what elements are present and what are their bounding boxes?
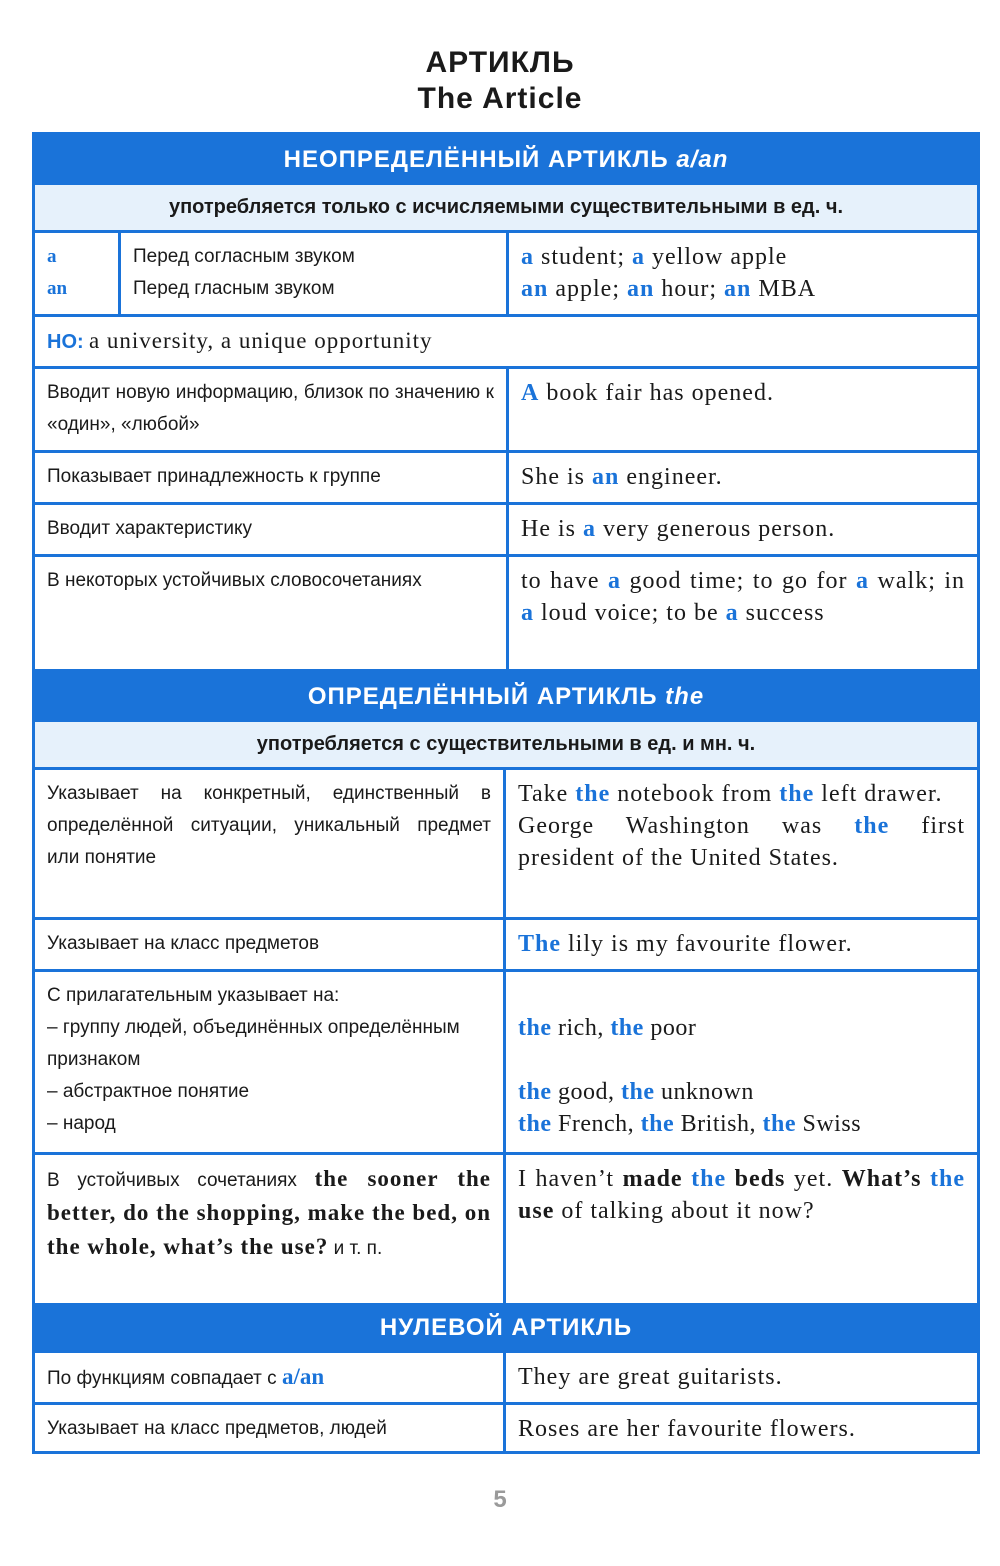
but-label: НО: (47, 331, 84, 353)
forms-examples-cell (506, 233, 977, 314)
example-cell: I haven’t made the beds yet. What’s the use of talking about it now? (503, 1155, 977, 1303)
indefinite-forms-row (35, 233, 977, 317)
example-cell: Take the notebook from the left drawer. George Washington was the first president of the United States. (503, 770, 977, 917)
indefinite-header (35, 135, 977, 185)
definite-row-1 (35, 770, 977, 920)
forms-rules-cell (118, 233, 506, 314)
definite-usage (35, 722, 977, 770)
zero-header-text: НУЛЕВОЙ АРТИКЛЬ (379, 1314, 633, 1341)
example-cell: the rich, the poor the good, the unknown the French, the British, the Swiss (503, 972, 977, 1152)
example-cell: She is an engineer. (506, 453, 977, 502)
rule-cell: Вводит новую информацию, близок по значению к «один», «любой» (47, 382, 494, 435)
but-row (35, 317, 977, 369)
rule-cell: Вводит характеристику (47, 518, 252, 539)
example-cell: A book fair has opened. (506, 369, 977, 450)
rule-cell: Показывает принадлежность к группе (47, 466, 381, 487)
indefinite-header-word: a/an (676, 146, 729, 173)
definite-header (35, 672, 977, 722)
definite-row-2 (35, 920, 977, 972)
definite-header-word: the (665, 683, 705, 710)
rule-cell: Указывает на класс предметов (47, 933, 320, 954)
indefinite-row-3 (35, 505, 977, 557)
definite-row-4 (35, 1155, 977, 1303)
rule-cell: С прилагательным указывает на: – группу людей, объединённых определённым признаком – абстрактное понятие – народ (47, 985, 460, 1134)
page-title-en: The Article (417, 82, 583, 115)
example-a: a student; a yellow apple (521, 244, 788, 270)
indefinite-row-2 (35, 453, 977, 505)
forms-cell (35, 233, 118, 314)
form-a: a (47, 246, 57, 267)
vowel-rule: Перед гласным звуком (133, 278, 335, 299)
zero-header (35, 1303, 977, 1353)
indefinite-usage (35, 185, 977, 233)
rule-cell: Указывает на класс предметов, людей (47, 1418, 387, 1439)
page-title-ru: АРТИКЛЬ (425, 46, 575, 79)
but-cell (35, 317, 977, 366)
example-cell: to have a good time; to go for a walk; in a loud voice; to be a success (506, 557, 977, 669)
zero-row-2 (35, 1405, 977, 1451)
rule-cell: В некоторых устойчивых словосочетаниях (47, 570, 422, 591)
rule-cell: По функциям совпадает с a/an (47, 1364, 325, 1389)
rule-cell: В устойчивых сочетаниях the sooner the better, do the shopping, make the bed, on the whole, what’s the use? и т. п. (47, 1166, 492, 1259)
example-an: an apple; an hour; an MBA (521, 276, 817, 302)
example-cell: Roses are her favourite flowers. (503, 1405, 977, 1451)
indefinite-usage-text: употребляется только с исчисляемыми существительными в ед. ч. (168, 196, 844, 218)
definite-header-text: ОПРЕДЕЛЁННЫЙ АРТИКЛЬ (307, 683, 658, 710)
indefinite-row-1 (35, 369, 977, 453)
definite-row-3 (35, 972, 977, 1155)
example-cell: They are great guitarists. (503, 1353, 977, 1402)
zero-row-1 (35, 1353, 977, 1405)
indefinite-header-text: НЕОПРЕДЕЛЁННЫЙ АРТИКЛЬ (283, 146, 669, 173)
article-table (32, 132, 980, 1454)
form-an: an (47, 278, 68, 299)
consonant-rule: Перед согласным звуком (133, 246, 355, 267)
rule-cell: Указывает на конкретный, единственный в определённой ситуации, уникальный предмет или понятие (47, 783, 491, 868)
example-cell: The lily is my favourite flower. (503, 920, 977, 969)
indefinite-row-4 (35, 557, 977, 672)
example-cell: He is a very generous person. (506, 505, 977, 554)
definite-usage-text: употребляется с существительными в ед. и мн. ч. (256, 733, 756, 755)
but-text: a university, a unique opportunity (88, 328, 433, 353)
page-number: 5 (493, 1486, 507, 1513)
